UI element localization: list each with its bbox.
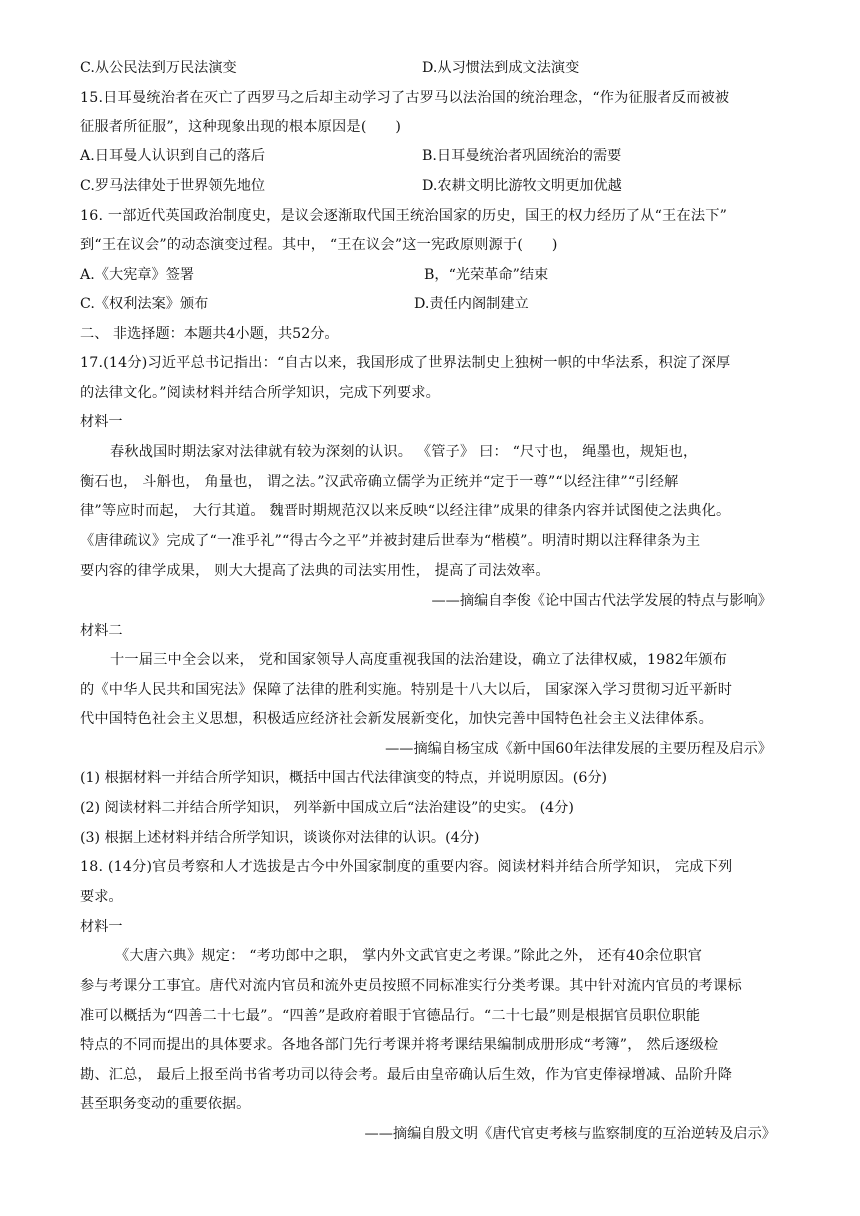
q17-material1-line: 《唐律疏议》完成了“一准乎礼”“得古今之平”并被封建后世奉为“楷模”。明清时期以注释律条为主 <box>80 533 701 549</box>
q16-option-a: A.《大宪章》签署 <box>80 267 195 283</box>
q17-stem-line2: 的法律文化。”阅读材料并结合所学知识，完成下列要求。 <box>80 385 441 401</box>
q17-material2-label: 材料二 <box>80 623 123 639</box>
q18-material1-line: 参与考课分工事宜。唐代对流内官员和流外吏员按照不同标准实行分类考课。其中针对流内官员的考课标 <box>80 978 742 994</box>
q17-material1-line: 衡石也， 斗斛也， 角量也， 谓之法。”汉武帝确立儒学为正统并“定于一尊”“以经注律”“引经解 <box>80 474 679 490</box>
q17-stem-line1: 17.(14分)习近平总书记指出：“自古以来，我国形成了世界法制史上独树一帜的中华法系，积淀了深厚 <box>80 355 731 371</box>
q17-requirement-1: (1) 根据材料一并结合所学知识，概括中国古代法律演变的特点，并说明原因。(6分) <box>80 770 608 786</box>
q16-option-c: C.《权利法案》颁布 <box>80 296 209 312</box>
q17-material1-line: 律”等应时而起， 大行其道。 魏晋时期规范汉以来反映“以经注律”成果的律条内容并试图使之法典化。 <box>80 503 731 519</box>
q16-stem-line2: 到“王在议会”的动态演变过程。其中， “王在议会”这一宪政原则源于( ) <box>80 237 558 253</box>
q16-option-d: D.责任内阁制建立 <box>414 296 529 312</box>
q18-stem-line2: 要求。 <box>80 889 123 905</box>
q17-material2-line: 的《中华人民共和国宪法》保障了法律的胜利实施。特别是十八大以后， 国家深入学习贯彻习近平新时 <box>80 682 733 698</box>
q16-stem-line1: 16. 一部近代英国政治制度史，是议会逐渐取代国王统治国家的历史，国王的权力经历了从“王在法下” <box>80 208 728 224</box>
q15-stem-line1: 15.日耳曼统治者在灭亡了西罗马之后却主动学习了古罗马以法治国的统治理念，“作为征服者反而被被 <box>80 90 730 106</box>
section-heading: 二、 非选择题：本题共4小题，共52分。 <box>80 326 339 342</box>
q15-option-a: A.日耳曼人认识到自己的落后 <box>80 148 266 164</box>
q18-material1-source: ——摘编自殷文明《唐代官吏考核与监察制度的互治逆转及启示》 <box>364 1126 776 1142</box>
q17-material1-line: 要内容的律学成果， 则大大提高了法典的司法实用性， 提高了司法效率。 <box>80 563 550 579</box>
q18-material1-line: 准可以概括为“四善二十七最”。“四善”是政府着眼于官德品行。“二十七最”则是根据官员职位职能 <box>80 1008 701 1024</box>
q17-material2-line: 代中国特色社会主义思想，积极适应经济社会新发展新变化，加快完善中国特色社会主义法律体系。 <box>80 711 714 727</box>
q18-material1-line: 《大唐六典》规定： “考功郎中之职， 掌内外文武官吏之考课。”除此之外， 还有40余位职官 <box>115 948 703 964</box>
q18-material1-line: 特点的不同而提出的具体要求。各地各部门先行考课并将考课结果编制成册形成“考簿”， 然后逐级检 <box>80 1037 719 1053</box>
q17-material1-source: ——摘编自李俊《论中国古代法学发展的特点与影响》 <box>431 593 772 609</box>
q17-requirement-3: (3) 根据上述材料并结合所学知识，谈谈你对法律的认识。(4分) <box>80 830 480 846</box>
q15-option-c: C.罗马法律处于世界领先地位 <box>80 178 266 194</box>
q15-option-b: B.日耳曼统治者巩固统治的需要 <box>422 148 622 164</box>
q16-option-b: B，“光荣革命”结束 <box>424 267 549 283</box>
q17-requirement-2: (2) 阅读材料二并结合所学知识， 列举新中国成立后“法治建设”的史实。 (4分) <box>80 800 574 816</box>
q14-option-c: C.从公民法到万民法演变 <box>80 60 237 76</box>
q15-stem-line2: 征服者所征服”，这种现象出现的根本原因是( ) <box>80 119 402 135</box>
q14-option-d: D.从习惯法到成文法演变 <box>422 60 580 76</box>
q17-material1-label: 材料一 <box>80 414 123 430</box>
q18-material1-label: 材料一 <box>80 919 123 935</box>
q18-stem-line1: 18. (14分)官员考察和人才选拔是古今中外国家制度的重要内容。阅读材料并结合所学知识， 完成下列 <box>80 859 733 875</box>
q17-material2-line: 十一届三中全会以来， 党和国家领导人高度重视我国的法治建设，确立了法律权威，1982年颁布 <box>110 652 728 668</box>
q18-material1-line: 甚至职务变动的重要依据。 <box>80 1096 251 1112</box>
q18-material1-line: 勘、汇总， 最后上报至尚书省考功司以待会考。最后由皇帝确认后生效，作为官吏俸禄增减、品阶升降 <box>80 1067 733 1083</box>
q17-material2-source: ——摘编自杨宝成《新中国60年法律发展的主要历程及启示》 <box>385 741 772 757</box>
q17-material1-line: 春秋战国时期法家对法律就有较为深刻的认识。 《管子》 曰： “尺寸也， 绳墨也，规矩也， <box>110 444 698 460</box>
q15-option-d: D.农耕文明比游牧文明更加优越 <box>422 178 622 194</box>
